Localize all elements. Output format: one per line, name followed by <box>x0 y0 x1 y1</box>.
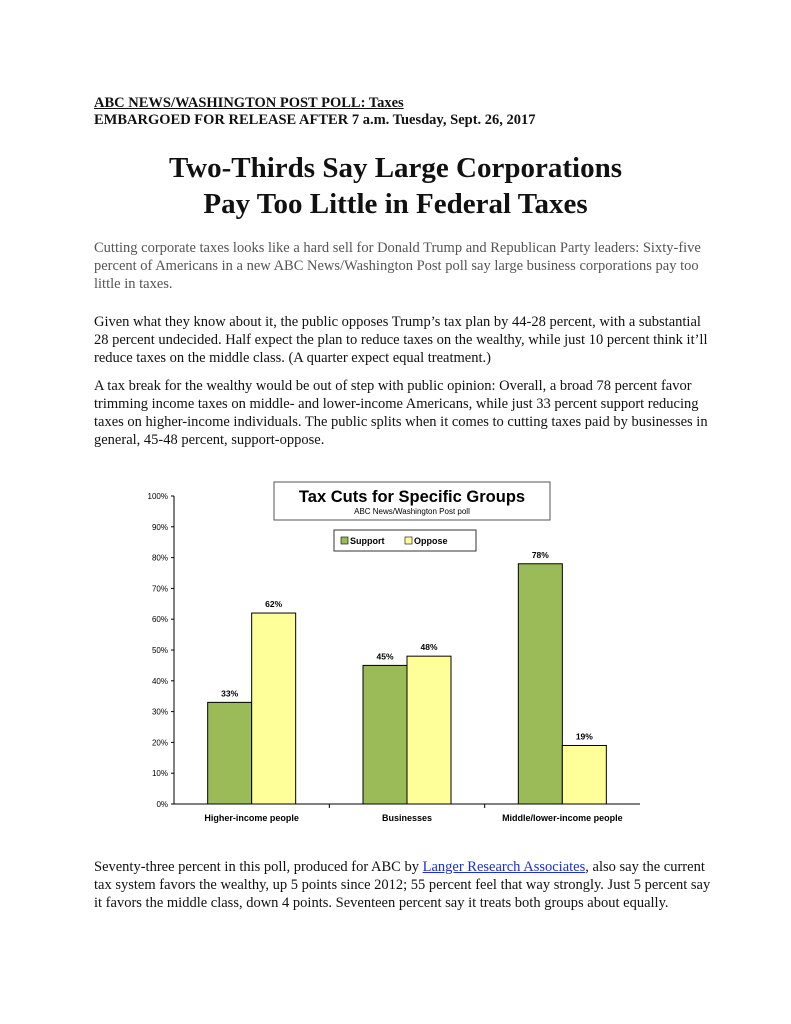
headline-line-1: Two-Thirds Say Large Corporations <box>168 152 622 184</box>
y-tick-label: 10% <box>151 769 168 779</box>
headline <box>0 150 791 222</box>
closing-text-start: Seventy-three percent in this poll, produced for ABC by <box>94 859 423 875</box>
x-category-label: Higher-income people <box>204 813 299 823</box>
bar-oppose <box>562 745 606 804</box>
data-label: 48% <box>420 642 438 653</box>
headline-line-2: Pay Too Little in Federal Taxes <box>203 188 588 220</box>
y-tick-label: 90% <box>151 522 168 532</box>
bar-oppose <box>407 656 451 804</box>
data-label: 45% <box>376 651 394 662</box>
chart-subtitle: ABC News/Washington Post poll <box>354 507 470 516</box>
y-tick-label: 30% <box>151 707 168 717</box>
y-tick-label: 100% <box>147 492 168 501</box>
intro-paragraph: Cutting corporate taxes looks like a hard sell for Donald Trump and Republican Party leaders: Sixty-five percent of Americans in a new ABC News/Washington Post poll say large business corporations pay too little in taxes. <box>94 240 701 292</box>
embargo-line: EMBARGOED FOR RELEASE AFTER 7 a.m. Tuesday, Sept. 26, 2017 <box>94 112 536 128</box>
y-tick-label: 20% <box>151 738 168 748</box>
tax-plan-paragraph: Given what they know about it, the public opposes Trump’s tax plan by 44-28 percent, with a substantial 28 percent undecided. Half expect the plan to reduce taxes on the wealthy, while just 10 percent think it’ll reduce taxes on the middle class. (A quarter expect equal treatment.) <box>94 314 708 366</box>
y-tick-label: 80% <box>151 553 168 563</box>
poll-header <box>94 95 404 112</box>
data-label: 33% <box>221 688 239 699</box>
y-tick-label: 50% <box>151 646 168 655</box>
langer-research-link[interactable]: Langer Research Associates <box>422 859 586 875</box>
poll-header-text: ABC NEWS/WASHINGTON POST POLL: Taxes <box>94 95 404 111</box>
y-tick-label: 40% <box>151 676 168 686</box>
closing-text-end: , also say the current tax system favors the wealthy, up 5 points since 2012; 55 percent feel that way strongly. Just 5 percent say it favors the middle class, down 4 points. Seventeen percent say it treats both groups about equally. <box>94 859 711 911</box>
bar-support <box>363 665 407 804</box>
y-tick-label: 70% <box>151 584 168 594</box>
data-label: 62% <box>265 599 283 610</box>
bar-oppose <box>252 613 296 804</box>
tax-cuts-chart <box>130 478 650 830</box>
data-label: 78% <box>531 549 549 560</box>
closing-paragraph <box>94 858 714 912</box>
bar-support <box>208 702 252 804</box>
legend-support-swatch <box>341 537 348 544</box>
legend-support-label: Support <box>350 536 385 546</box>
x-category-label: Businesses <box>381 813 433 823</box>
x-category-label: Middle/lower-income people <box>502 813 623 823</box>
data-label: 19% <box>575 731 593 742</box>
y-tick-label: 0% <box>156 800 168 809</box>
tax-break-paragraph: A tax break for the wealthy would be out of step with public opinion: Overall, a broad 78 percent favor trimming income taxes on middle- and lower-income Americans, while just 33 percent support reducing taxes on higher-income individuals. The public splits when it comes to cutting taxes paid by businesses in general, 45-48 percent, support-oppose. <box>94 378 708 448</box>
legend-oppose-label: Oppose <box>414 536 448 546</box>
y-tick-label: 60% <box>151 615 168 625</box>
chart-title: Tax Cuts for Specific Groups <box>298 488 526 506</box>
legend-oppose-swatch <box>405 537 412 544</box>
bar-support <box>518 564 562 804</box>
